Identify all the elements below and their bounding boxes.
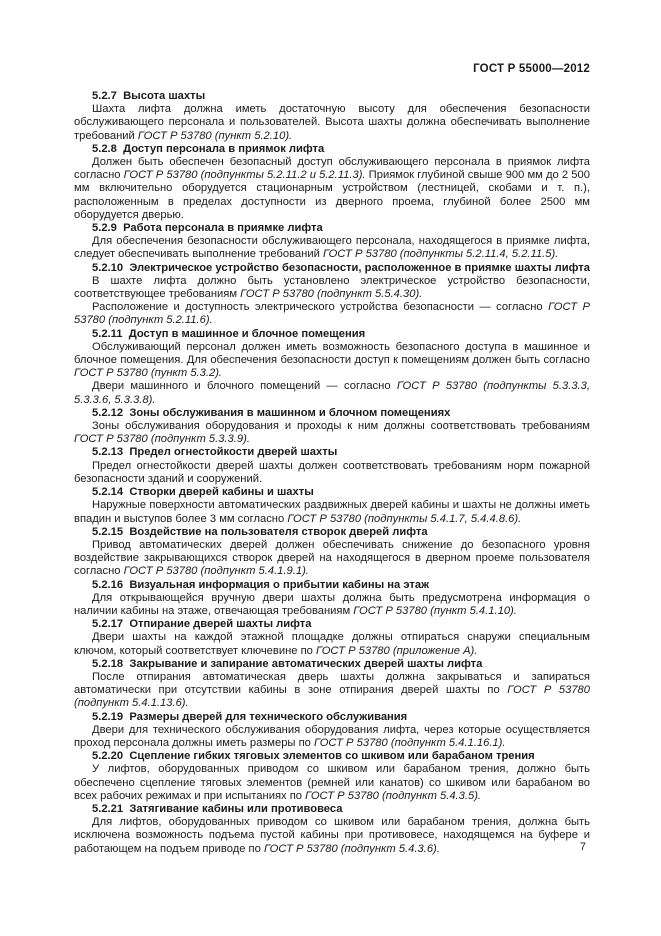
gost-reference: ГОСТ Р 53780 (пункт 5.3.2). xyxy=(74,367,223,380)
section-heading: 5.2.14 Створки дверей кабины и шахты xyxy=(92,486,314,499)
section-heading: 5.2.8 Доступ персонала в приямок лифта xyxy=(92,142,325,155)
paragraph xyxy=(74,460,590,486)
paragraph xyxy=(74,724,590,750)
paragraph xyxy=(74,275,590,301)
section-heading: 5.2.17 Отпирание дверей шахты лифта xyxy=(92,618,312,631)
text-segment: После отпирания автоматическая дверь шахты должна закрываться и запираться автоматически при отсутствии кабины в зоне отпирания дверей шахты по xyxy=(74,670,590,697)
section-heading: 5.2.20 Сцепление гибких тяговых элементов со шкивом или барабаном трения xyxy=(92,750,535,763)
section-number: 5.2.20 xyxy=(92,750,124,763)
section-number: 5.2.19 xyxy=(92,710,124,723)
text-segment: Для лифтов, оборудованных приводом со шкивом или барабаном трения, должна быть исключена возможность подъема пустой кабины при противовесе, находящемся на буфере и работающем на подъем приводе по xyxy=(74,816,590,855)
text-segment: Предел огнестойкости дверей шахты должен соответствовать требованиям норм пожарной безопасности зданий и сооружений. xyxy=(74,459,590,485)
gost-reference: ГОСТ Р 53780 (подпункт 5.4.1.13.6). xyxy=(74,684,590,710)
paragraph xyxy=(74,341,590,381)
section-number: 5.2.18 xyxy=(92,657,124,670)
text-segment: Двери для технического обслуживания оборудования лифта, через которые осуществляется проход персонала должны иметь размеры по xyxy=(74,723,590,749)
section-heading: 5.2.18 Закрывание и запирание автоматических дверей шахты лифта xyxy=(92,657,483,670)
section-number: 5.2.15 xyxy=(92,525,124,538)
gost-reference: ГОСТ Р 53780 (пункт 5.4.1.10). xyxy=(353,604,517,617)
paragraph xyxy=(74,499,590,525)
gost-reference: ГОСТ Р 53780 (подпункт 5.3.3.9). xyxy=(74,433,250,446)
text-segment: В шахте лифта должно быть установлено электрическое устройство безопасности, соответствующее требованиям xyxy=(74,274,590,301)
gost-reference: ГОСТ Р 53780 (подпункт 5.2.11.6). xyxy=(74,301,590,327)
text-segment: Расположение и доступность электрического устройства безопасности — согласно xyxy=(92,301,549,314)
standard-reference: ГОСТ Р 55000—2012 xyxy=(473,63,590,75)
paragraph xyxy=(74,631,590,657)
section-heading: 5.2.7 Высота шахты xyxy=(92,90,206,102)
paragraph xyxy=(74,103,590,143)
paragraph xyxy=(74,592,590,618)
section-heading: 5.2.21 Затягивание кабины или противовеса xyxy=(92,802,343,815)
page-number: 7 xyxy=(579,841,586,853)
text-segment: Наружные поверхности автоматических раздвижных дверей кабины и шахты не должны иметь впадин и выступов более 3 мм согласно xyxy=(74,499,590,525)
gost-reference: ГОСТ Р 53780 (пункт 5.2.10). xyxy=(137,129,293,142)
paragraph xyxy=(74,156,590,222)
paragraph xyxy=(74,539,590,579)
gost-reference: ГОСТ Р 53780 (приложение А). xyxy=(316,644,478,657)
section-number: 5.2.9 xyxy=(92,222,117,235)
gost-reference: ГОСТ Р 53780 (подпункт 5.4.3.5). xyxy=(305,789,482,802)
section-number: 5.2.14 xyxy=(92,486,124,499)
paragraph xyxy=(74,301,590,327)
paragraph xyxy=(74,671,590,711)
text-segment: Двери шахты на каждой этажной площадке должны отпираться снаружи специальным ключом, который соответствует ключевине по xyxy=(74,631,590,657)
section-heading: 5.2.12 Зоны обслуживания в машинном и блочном помещениях xyxy=(92,406,451,419)
gost-reference: ГОСТ Р 53780 (подпункты 5.3.3.3, 5.3.3.6, 5.3.3.8). xyxy=(74,380,590,406)
section-heading: 5.2.19 Размеры дверей для технического обслуживания xyxy=(92,710,408,723)
text-segment: У лифтов, оборудованных приводом со шкивом или барабаном трения, должно быть обеспечено сцепление тяговых элементов (ремней или канатов) со шкивом или барабаном во всех рабочих режимах и при испытаниях по xyxy=(74,763,590,802)
section-heading: 5.2.9 Работа персонала в приямке лифта xyxy=(92,222,323,235)
paragraph xyxy=(74,763,590,803)
text-segment: Шахта лифта должна иметь достаточную высоту для обеспечения безопасности обслуживающего персонала и пользователей. Высота шахты должна обеспечивать выполнение требований xyxy=(74,103,590,142)
text-segment: Должен быть обеспечен безопасный доступ обслуживающего персонала в приямок лифта согласно xyxy=(74,156,590,182)
section-heading: 5.2.13 Предел огнестойкости дверей шахты xyxy=(92,446,338,459)
section-number: 5.2.8 xyxy=(92,142,117,155)
gost-reference: ГОСТ Р 53780 (подпункты 5.4.1.7, 5.4.4.8.6). xyxy=(287,512,522,525)
text-segment: Зоны обслуживания оборудования и проходы к ним должны соответствовать требованиям xyxy=(92,420,590,433)
section-number: 5.2.12 xyxy=(92,406,124,419)
paragraph xyxy=(74,235,590,261)
paragraph xyxy=(74,380,590,406)
section-number: 5.2.16 xyxy=(92,578,124,591)
document-footer xyxy=(74,841,586,853)
document-header xyxy=(74,63,590,75)
gost-reference: ГОСТ Р 53780 (подпункты 5.2.11.4, 5.2.11.5). xyxy=(322,248,559,261)
section-number: 5.2.7 xyxy=(92,90,117,102)
section-number: 5.2.17 xyxy=(92,618,124,631)
text-segment: Для обеспечения безопасности обслуживающего персонала, находящегося в приямке лифта, следует обеспечивать выполнение требований xyxy=(74,235,590,261)
section-heading: 5.2.10 Электрическое устройство безопасности, расположенное в приямке шахты лифта xyxy=(92,261,590,274)
text-segment: Приямок глубиной свыше 900 мм до 2 500 мм включительно оборудуется стационарным устройством (лестницей, скобами и т. п.), расположенным в пределах доступности из дверного проема, глубиной более 2500 мм оборудуется дверью. xyxy=(74,169,590,221)
section-heading: 5.2.16 Визуальная информация о прибытии кабины на этаж xyxy=(92,578,429,591)
section-number: 5.2.21 xyxy=(92,802,124,815)
section-heading: 5.2.15 Воздействие на пользователя створок дверей лифта xyxy=(92,525,428,538)
text-segment: Двери машинного и блочного помещений — согласно xyxy=(92,380,397,393)
paragraph xyxy=(74,420,590,446)
section-heading: 5.2.11 Доступ в машинное и блочное помещения xyxy=(92,327,366,340)
section-number: 5.2.11 xyxy=(92,327,123,340)
text-segment: Привод автоматических дверей должен обеспечивать снижение до безопасного уровня воздействие закрывающихся створок дверей на находящегося в дверном проеме пользователя согласно xyxy=(74,538,590,578)
gost-reference: ГОСТ Р 53780 (подпункт 5.4.1.16.1). xyxy=(313,736,506,749)
section-number: 5.2.10 xyxy=(92,261,124,274)
document-content xyxy=(74,90,590,856)
gost-reference: ГОСТ Р 53780 (подпункт 5.4.3.6). xyxy=(263,842,440,855)
text-segment: Для открывающейся вручную двери шахты должна быть предусмотрена информация о наличии кабины на этаже, отвечающая требованиям xyxy=(74,591,590,617)
gost-reference: ГОСТ Р 53780 (подпункт 5.5.4.30). xyxy=(240,288,423,301)
gost-reference: ГОСТ Р 53780 (подпункты 5.2.11.2 и 5.2.11.3). xyxy=(123,169,366,182)
gost-reference: ГОСТ Р 53780 (подпункт 5.4.1.9.1). xyxy=(123,565,309,578)
section-number: 5.2.13 xyxy=(92,446,124,459)
text-segment: Обслуживающий персонал должен иметь возможность безопасного доступа в машинное и блочное помещения. Для обеспечения безопасности доступ к помещениям должен быть согласно xyxy=(74,340,590,367)
